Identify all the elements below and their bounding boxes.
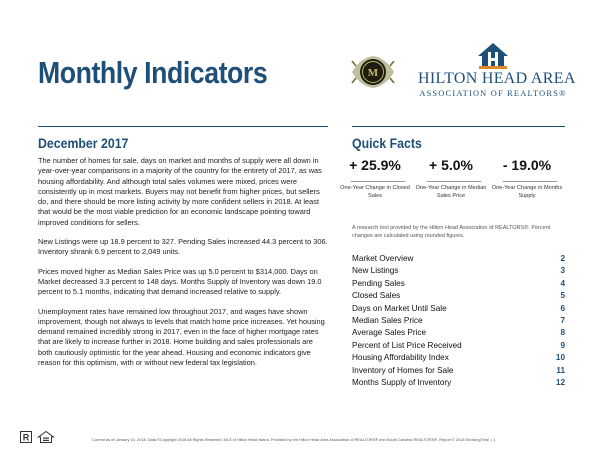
toc-item[interactable] xyxy=(352,378,565,390)
toc-item[interactable] xyxy=(352,353,565,365)
fact-median-price xyxy=(413,156,489,200)
report-month-heading: December 2017 xyxy=(38,135,129,151)
fact-months-supply xyxy=(489,156,565,200)
table-of-contents xyxy=(352,254,565,390)
footer-logos xyxy=(20,431,74,443)
toc-item[interactable] xyxy=(352,266,565,278)
toc-label: New Listings xyxy=(352,266,399,276)
fact-divider xyxy=(351,181,405,182)
summary-text xyxy=(38,156,328,377)
fact-closed-sales xyxy=(337,156,413,200)
toc-page: 5 xyxy=(560,291,565,301)
toc-label: Housing Affordability Index xyxy=(352,353,449,363)
summary-paragraph: Prices moved higher as Median Sales Price was up 5.0 percent to $314,000. Days on Market decreased 3.3 percent to 148 days. Months Supply of Inventory was down 19.0 percent to 5.1 months, indicating that demand increased relative to supply. xyxy=(38,266,322,297)
toc-item[interactable] xyxy=(352,304,565,316)
toc-item[interactable] xyxy=(352,291,565,303)
summary-paragraph: New Listings were up 18.9 percent to 327. Pending Sales increased 44.3 percent to 306. Inventory shrank 6.9 percent to 2,049 units. xyxy=(38,237,328,257)
realtor-r-icon xyxy=(21,432,32,443)
toc-label: Days on Market Until Sale xyxy=(352,303,447,313)
house-logo-icon xyxy=(418,42,568,70)
toc-page: 4 xyxy=(560,278,565,288)
hilton-head-logo xyxy=(418,42,576,104)
toc-page: 12 xyxy=(555,377,565,387)
fact-value: - 19.0% xyxy=(502,157,552,173)
summary-paragraph: The number of homes for sale, days on market and months of supply were all down in year-over-year comparisons in a majority of the country for the entirety of 2017, as was housing affordability. And although total sales volumes were mixed, prices were consistently up in most markets. Buyers may not benefit from higher prices, but sellers do, and there should be more listing activity by more confident sellers in 2018. At least that would be the most viable prediction for an economic landscape pointing toward improved conditions for sellers. xyxy=(38,156,322,227)
toc-page: 8 xyxy=(560,328,565,338)
fact-label: One-Year Change in Months Supply xyxy=(491,185,563,199)
svg-text:M: M xyxy=(367,67,379,79)
fact-divider xyxy=(503,181,557,182)
toc-item[interactable] xyxy=(352,366,565,378)
right-divider xyxy=(352,126,565,127)
toc-label: Closed Sales xyxy=(352,291,401,301)
mls-seal-icon xyxy=(350,52,396,92)
toc-item[interactable] xyxy=(352,316,565,328)
summary-paragraph: Unemployment rates have remained low throughout 2017, and wages have shown improvement, though not always to levels that match home price increases. Yet housing demand remained incredibly strong in 2017, even in the face of higher mortgage rates that are likely to increase further in 2018. Home building and sales professionals are both cautiously optimistic for the year ahead. Housing and economic indicators give reason for this optimism, with or without new federal tax legislation. xyxy=(38,306,325,368)
fact-value: + 5.0% xyxy=(429,157,473,173)
toc-item[interactable] xyxy=(352,254,565,266)
toc-page: 7 xyxy=(560,315,565,325)
equal-housing-icon xyxy=(39,432,54,443)
toc-page: 6 xyxy=(560,303,565,313)
fact-divider xyxy=(427,181,481,182)
logo-name: HILTON HEAD AREA xyxy=(418,70,576,87)
toc-label: Months Supply of Inventory xyxy=(352,377,452,387)
footer-text: Current as of January 10, 2018. Data ©Copyright 2018 All Rights Reserved. MLS of Hilton Head Island. Provided by the Hilton Head Area Association of REALTORS® and South Carolina REALTORS®. Report © 2018 ShowingTime. | 1 xyxy=(92,437,496,442)
toc-page: 3 xyxy=(560,266,565,276)
toc-page: 10 xyxy=(555,353,565,363)
logo-subtitle: ASSOCIATION OF REALTORS® xyxy=(419,89,567,98)
toc-label: Market Overview xyxy=(352,254,414,263)
fact-label: One-Year Change in Median Sales Price xyxy=(415,185,487,199)
toc-page: 11 xyxy=(556,365,565,375)
toc-label: Average Sales Price xyxy=(352,328,427,338)
toc-label: Inventory of Homes for Sale xyxy=(352,365,454,375)
fact-value: + 25.9% xyxy=(349,157,401,173)
toc-item[interactable] xyxy=(352,279,565,291)
toc-label: Pending Sales xyxy=(352,278,405,288)
toc-label: Median Sales Price xyxy=(352,315,423,325)
fact-label: One-Year Change in Closed Sales xyxy=(340,185,410,199)
toc-page: 2 xyxy=(560,254,565,263)
toc-item[interactable] xyxy=(352,328,565,340)
svg-text:R: R xyxy=(22,432,30,443)
quick-facts-note: A research tool provided by the Hilton Head Association of REALTORS®. Percent changes are calculated using rounded figures. xyxy=(352,225,551,239)
page-title: Monthly Indicators xyxy=(38,55,268,90)
toc-page: 9 xyxy=(560,340,565,350)
toc-item[interactable] xyxy=(352,341,565,353)
quick-facts-heading: Quick Facts xyxy=(352,135,422,151)
left-divider xyxy=(38,126,328,127)
toc-label: Percent of List Price Received xyxy=(352,340,462,350)
